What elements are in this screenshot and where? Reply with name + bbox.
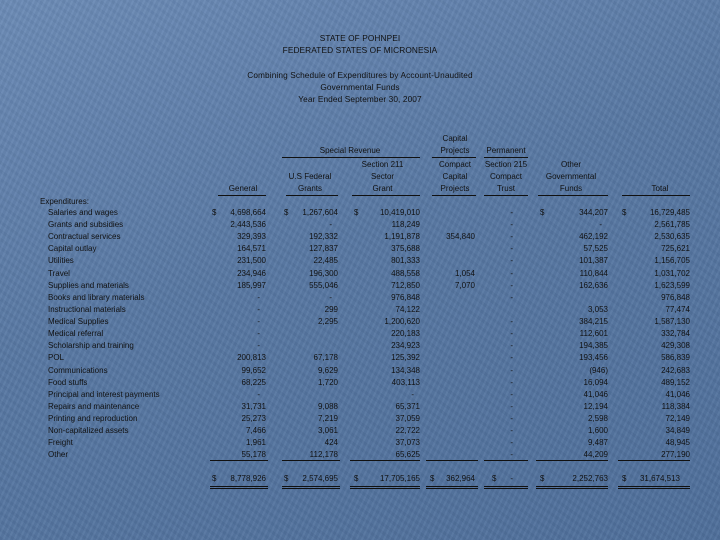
totals-total-dollar: $ (622, 474, 627, 483)
cell-sec211: 1,191,878 (384, 232, 420, 242)
cell-usfed: 127,837 (309, 244, 338, 254)
totals-compact-dollar: $ (430, 474, 435, 483)
cell-sec215: - (510, 438, 513, 448)
cell-usfed: 555,046 (309, 280, 338, 290)
header-other-line2: Governmental (545, 172, 597, 181)
sec215-double-rule-a (484, 486, 528, 487)
cell-other: 194,385 (579, 341, 608, 351)
cell-general: 1,961 (245, 438, 266, 448)
cell-total: 72,149 (665, 414, 690, 424)
row-label: Medical Supplies (48, 317, 109, 327)
cell-other: 16,094 (583, 377, 608, 387)
usfed-total-rule (282, 460, 340, 461)
table-row (0, 377, 720, 389)
sec211-double-rule-a (350, 486, 420, 487)
cell-sec215: - (510, 329, 513, 339)
total-double-rule-a (618, 486, 690, 487)
report-title-schedule: Combining Schedule of Expenditures by Account-Unaudited (247, 70, 473, 80)
cell-usfed: 2,295 (317, 317, 338, 327)
cell-total: 34,849 (665, 426, 690, 436)
row-label: Medical referral (48, 329, 104, 339)
header-other-line1: Other (560, 160, 581, 169)
cell-other: 9,487 (587, 438, 608, 448)
header-compact-line2: Capital (442, 172, 468, 181)
totals-sec211: 17,705,165 (379, 474, 420, 483)
totals-usfed-dollar: $ (284, 474, 289, 483)
row-label: Supplies and materials (48, 280, 129, 290)
totals-other-dollar: $ (540, 474, 545, 483)
cell-other: - (599, 220, 602, 230)
sec211-header-underline (352, 195, 420, 196)
cell-sec211: 65,371 (395, 401, 420, 411)
general-total-rule (210, 460, 268, 461)
cell-usfed: 1,720 (317, 377, 338, 387)
cell-total: 429,308 (661, 341, 690, 351)
compact-total-rule (426, 460, 478, 461)
cell-general: 231,500 (237, 256, 266, 266)
header-capital-line1: Capital (442, 134, 468, 143)
cell-sec211: 488,558 (391, 268, 420, 278)
cell-sec211: 1,200,620 (384, 317, 420, 327)
other-double-rule-a (536, 486, 608, 487)
totals-sec215: - (510, 474, 513, 483)
cell-total: 1,623,599 (654, 280, 690, 290)
row-label: Other (48, 450, 69, 460)
row-label: Contractual services (48, 232, 121, 242)
row-label: Utilities (48, 256, 74, 266)
cell-sec215: - (510, 389, 513, 399)
header-sec215-line2: Compact (489, 172, 522, 181)
row-label: Principal and interest payments (48, 389, 160, 399)
cell-total: 242,683 (661, 365, 690, 375)
cell-general: 185,997 (237, 280, 266, 290)
cell-sec215: - (510, 341, 513, 351)
cell-usfed: 22,485 (313, 256, 338, 266)
table-row (0, 328, 720, 340)
cell-general: 7,466 (245, 426, 266, 436)
cell-other: (946) (589, 365, 608, 375)
table-row (0, 437, 720, 449)
cell-usfed: 1,267,604 (302, 208, 338, 217)
cell-sec211: 125,392 (391, 353, 420, 363)
usfed-double-rule-a (282, 486, 340, 487)
cell-sec211: 118,249 (391, 220, 420, 230)
table-row (0, 207, 720, 219)
cell-sec215: - (510, 401, 513, 411)
cell-usfed: 3,061 (317, 426, 338, 436)
cell-total: 48,945 (665, 438, 690, 448)
cell-compact: 1,054 (454, 268, 475, 278)
totals-total: 31,674,513 (639, 474, 680, 483)
cell-general: 31,731 (241, 401, 266, 411)
row-label: Salaries and wages (48, 208, 118, 217)
cell-general: 68,225 (241, 377, 266, 387)
cell-sec211: 37,073 (395, 438, 420, 448)
cell-total: 1,587,130 (654, 317, 690, 327)
cell-total: 2,530,635 (654, 232, 690, 242)
cell-other: 110,844 (579, 268, 608, 278)
cell-sec215: - (510, 317, 513, 327)
row-label: Communications (48, 365, 108, 375)
usfed-double-rule-b (282, 488, 340, 489)
cell-sec211: 403,113 (391, 377, 420, 387)
cell-sec215: - (510, 268, 513, 278)
report-title-country: FEDERATED STATES OF MICRONESIA (282, 45, 438, 55)
cell-sec215: - (510, 426, 513, 436)
compact-header-underline (432, 195, 476, 196)
cell-general: - (257, 292, 260, 302)
cell-usfed: - (329, 292, 332, 302)
cell-general: - (257, 329, 260, 339)
header-sec215-line3: Trust (497, 184, 515, 193)
cell-usfed: 7,219 (317, 414, 338, 424)
totals-compact: 362,964 (446, 474, 475, 483)
cell-sec211: 65,625 (395, 450, 420, 460)
first-row-dollar-sign: $ (540, 208, 545, 217)
cell-total: 77,474 (665, 304, 690, 314)
header-compact-line1: Compact (438, 160, 471, 169)
report-title-state: STATE OF POHNPEI (319, 33, 401, 43)
cell-sec215: - (510, 450, 513, 460)
special-revenue-underline (282, 157, 420, 158)
cell-sec211: 10,419,010 (379, 208, 420, 217)
header-sec211-line3: Grant (372, 184, 393, 193)
cell-usfed: 9,088 (317, 401, 338, 411)
cell-usfed: - (329, 220, 332, 230)
cell-total: 118,384 (661, 401, 690, 411)
table-row (0, 401, 720, 413)
section-label: Expenditures: (40, 197, 89, 206)
row-label: Capital outlay (48, 244, 97, 254)
cell-general: 55,178 (241, 450, 266, 460)
table-row (0, 268, 720, 280)
header-compact-line3: Projects (440, 184, 470, 193)
cell-total: 2,561,785 (654, 220, 690, 230)
cell-sec211: 375,688 (391, 244, 420, 254)
totals-usfed: 2,574,695 (302, 474, 338, 483)
general-double-rule-b (210, 488, 268, 489)
cell-total: 725,621 (661, 244, 690, 254)
cell-compact: 7,070 (454, 280, 475, 290)
table-row (0, 231, 720, 243)
cell-sec211: 74,122 (395, 304, 420, 314)
general-header-underline (218, 195, 266, 196)
cell-sec215: - (510, 377, 513, 387)
cell-general: 25,273 (241, 414, 266, 424)
total-header-underline (622, 195, 690, 196)
total-total-rule (618, 460, 690, 461)
cell-other: 384,215 (579, 317, 608, 327)
report-title-funds: Governmental Funds (320, 82, 400, 92)
cell-sec211: 37,059 (395, 414, 420, 424)
first-row-dollar-sign: $ (284, 208, 289, 217)
row-label: POL (48, 353, 65, 363)
cell-total: 277,190 (661, 450, 690, 460)
cell-general: 200,813 (237, 353, 266, 363)
cell-total: 332,784 (661, 329, 690, 339)
cell-sec215: - (510, 256, 513, 266)
cell-other: 112,601 (579, 329, 608, 339)
other-double-rule-b (536, 488, 608, 489)
cell-other: 41,046 (583, 389, 608, 399)
row-label: Books and library materials (48, 292, 145, 302)
table-row (0, 219, 720, 231)
table-row (0, 243, 720, 255)
table-row (0, 304, 720, 316)
cell-general: 99,652 (241, 365, 266, 375)
cell-other: 193,456 (579, 353, 608, 363)
cell-sec211: 712,850 (391, 280, 420, 290)
header-other-line3: Funds (559, 184, 583, 193)
cell-other: 101,387 (579, 256, 608, 266)
report-title-period: Year Ended September 30, 2007 (298, 94, 422, 104)
cell-general: 329,393 (237, 232, 266, 242)
table-row (0, 389, 720, 401)
row-label: Non-capitalized assets (48, 426, 129, 436)
row-label: Grants and subsidies (48, 220, 124, 230)
cell-general: - (257, 341, 260, 351)
cell-total: 586,839 (661, 353, 690, 363)
cell-sec211: 801,333 (391, 256, 420, 266)
header-sec211-line2: Sector (370, 172, 395, 181)
cell-other: 462,192 (579, 232, 608, 242)
totals-sec211-dollar: $ (354, 474, 359, 483)
cell-sec211: 134,348 (391, 365, 420, 375)
cell-compact: 354,840 (446, 232, 475, 242)
cell-usfed: 299 (324, 304, 338, 314)
cell-sec215: - (510, 220, 513, 230)
cell-other: 12,194 (583, 401, 608, 411)
header-sec211-line1: Section 211 (361, 160, 404, 169)
cell-sec211: 234,923 (391, 341, 420, 351)
cell-sec215: - (510, 414, 513, 424)
compact-double-rule-a (426, 486, 478, 487)
sec211-total-rule (350, 460, 420, 461)
sec211-double-rule-b (350, 488, 420, 489)
first-row-dollar-sign: $ (354, 208, 359, 217)
table-row (0, 255, 720, 267)
cell-general: 164,571 (237, 244, 266, 254)
sec215-header-underline (484, 195, 528, 196)
header-permanent: Permanent (486, 146, 526, 155)
header-special-revenue: Special Revenue (319, 146, 381, 155)
usfed-header-underline (286, 195, 338, 196)
table-row (0, 365, 720, 377)
table-row (0, 340, 720, 352)
cell-general: - (257, 389, 260, 399)
header-capital-line2: Projects (440, 146, 470, 155)
totals-sec215-dollar: $ (492, 474, 497, 483)
cell-total: 1,156,705 (654, 256, 690, 266)
cell-usfed: 9,629 (317, 365, 338, 375)
first-row-dollar-sign: $ (212, 208, 217, 217)
totals-general: 8,778,926 (230, 474, 266, 483)
sec215-total-rule (484, 460, 528, 461)
row-label: Travel (48, 268, 70, 278)
cell-sec215: - (510, 365, 513, 375)
table-row (0, 352, 720, 364)
row-label: Food stuffs (48, 377, 88, 387)
header-general: General (228, 184, 258, 193)
other-header-underline (538, 195, 608, 196)
cell-other: 1,600 (587, 426, 608, 436)
header-usfed-line2: Grants (297, 184, 322, 193)
cell-total: 1,031,702 (654, 268, 690, 278)
cell-other: 3,053 (587, 304, 608, 314)
capital-projects-underline (432, 157, 476, 158)
cell-general: 234,946 (237, 268, 266, 278)
cell-total: 16,729,485 (649, 208, 690, 217)
header-sec215-line1: Section 215 (484, 160, 528, 169)
cell-sec211: - (411, 389, 414, 399)
cell-usfed: 192,332 (309, 232, 338, 242)
cell-usfed: 112,178 (309, 450, 338, 460)
general-double-rule-a (210, 486, 268, 487)
compact-double-rule-b (426, 488, 478, 489)
cell-sec215: - (510, 292, 513, 302)
cell-general: - (257, 304, 260, 314)
header-usfed-line1: U.S Federal (288, 172, 332, 181)
cell-sec215: - (510, 208, 513, 217)
cell-total: 976,848 (661, 292, 690, 302)
cell-total: 41,046 (665, 389, 690, 399)
totals-row (0, 473, 720, 485)
cell-usfed: 424 (324, 438, 338, 448)
cell-other: 57,525 (583, 244, 608, 254)
table-row (0, 425, 720, 437)
row-label: Freight (48, 438, 73, 448)
row-label: Scholarship and training (48, 341, 134, 351)
cell-other: 344,207 (579, 208, 608, 217)
permanent-underline (484, 157, 528, 158)
cell-total: 489,152 (661, 377, 690, 387)
table-row (0, 316, 720, 328)
cell-sec211: 976,848 (391, 292, 420, 302)
cell-other: 44,209 (583, 450, 608, 460)
cell-general: - (257, 317, 260, 327)
cell-sec215: - (510, 232, 513, 242)
cell-other: 2,598 (587, 414, 608, 424)
row-label: Printing and reproduction (48, 414, 138, 424)
row-label: Instructional materials (48, 304, 126, 314)
sec215-double-rule-b (484, 488, 528, 489)
cell-sec211: 220,183 (391, 329, 420, 339)
row-label: Repairs and maintenance (48, 401, 140, 411)
cell-sec211: 22,722 (395, 426, 420, 436)
table-row (0, 280, 720, 292)
cell-sec215: - (510, 280, 513, 290)
totals-other: 2,252,763 (572, 474, 608, 483)
first-row-dollar-sign: $ (622, 208, 627, 217)
total-double-rule-b (618, 488, 690, 489)
cell-sec215: - (510, 244, 513, 254)
header-total: Total (651, 184, 669, 193)
table-row (0, 413, 720, 425)
cell-usfed: 196,300 (309, 268, 338, 278)
totals-general-dollar: $ (212, 474, 217, 483)
cell-other: 162,636 (579, 280, 608, 290)
cell-general: 4,698,664 (230, 208, 266, 217)
cell-general: 2,443,536 (230, 220, 266, 230)
other-total-rule (536, 460, 608, 461)
cell-usfed: 67,178 (313, 353, 338, 363)
table-row (0, 292, 720, 304)
cell-sec215: - (510, 353, 513, 363)
